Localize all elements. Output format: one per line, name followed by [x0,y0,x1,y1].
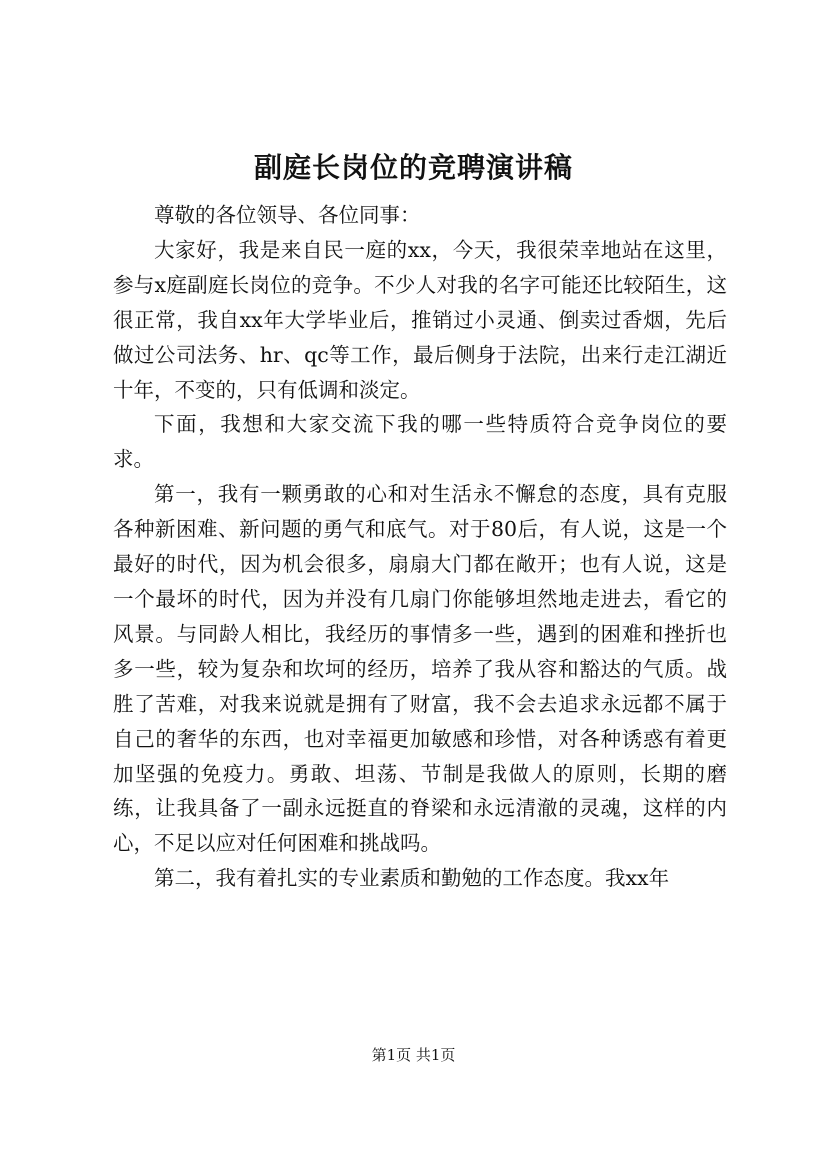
paragraph-second-point: 第二，我有着扎实的专业素质和勤勉的工作态度。我xx年 [154,866,670,891]
document-title: 副庭长岗位的竞聘演讲稿 [253,151,573,184]
page-footer: 第1页 共1页 [371,1046,456,1064]
document-body [113,198,727,896]
paragraph-intro: 大家好，我是来自民一庭的xx，今天，我很荣幸地站在这里，参与x庭副庭长岗位的竞争。不少人对我的名字可能还比较陌生，这很正常，我自xx年大学毕业后，推销过小灵通、倒卖过香烟，先后做过公司法务、hr、qc等工作，最后侧身于法院，出来行走江湖近十年，不变的，只有低调和淡定。 [113,237,727,402]
paragraph-first-point: 第一，我有一颗勇敢的心和对生活永不懈怠的态度，具有克服各种新困难、新问题的勇气和底气。对于80后，有人说，这是一个最好的时代，因为机会很多，扇扇大门都在敞开；也有人说，这是一个最坏的时代，因为并没有几扇门你能够坦然地走进去，看它的风景。与同龄人相比，我经历的事情多一些，遇到的困难和挫折也多一些，较为复杂和坎坷的经历，培养了我从容和豁达的气质。战胜了苦难，对我来说就是拥有了财富，我不会去追求永远都不属于自己的奢华的东西，也对幸福更加敏感和珍惜，对各种诱惑有着更加坚强的免疫力。勇敢、坦荡、节制是我做人的原则，长期的磨练，让我具备了一副永远挺直的脊梁和永远清澈的灵魂，这样的内心，不足以应对任何困难和挑战吗。 [113,482,727,856]
paragraph-transition: 下面，我想和大家交流下我的哪一些特质符合竞争岗位的要求。 [113,412,727,472]
salutation: 尊敬的各位领导、各位同事： [154,203,421,227]
